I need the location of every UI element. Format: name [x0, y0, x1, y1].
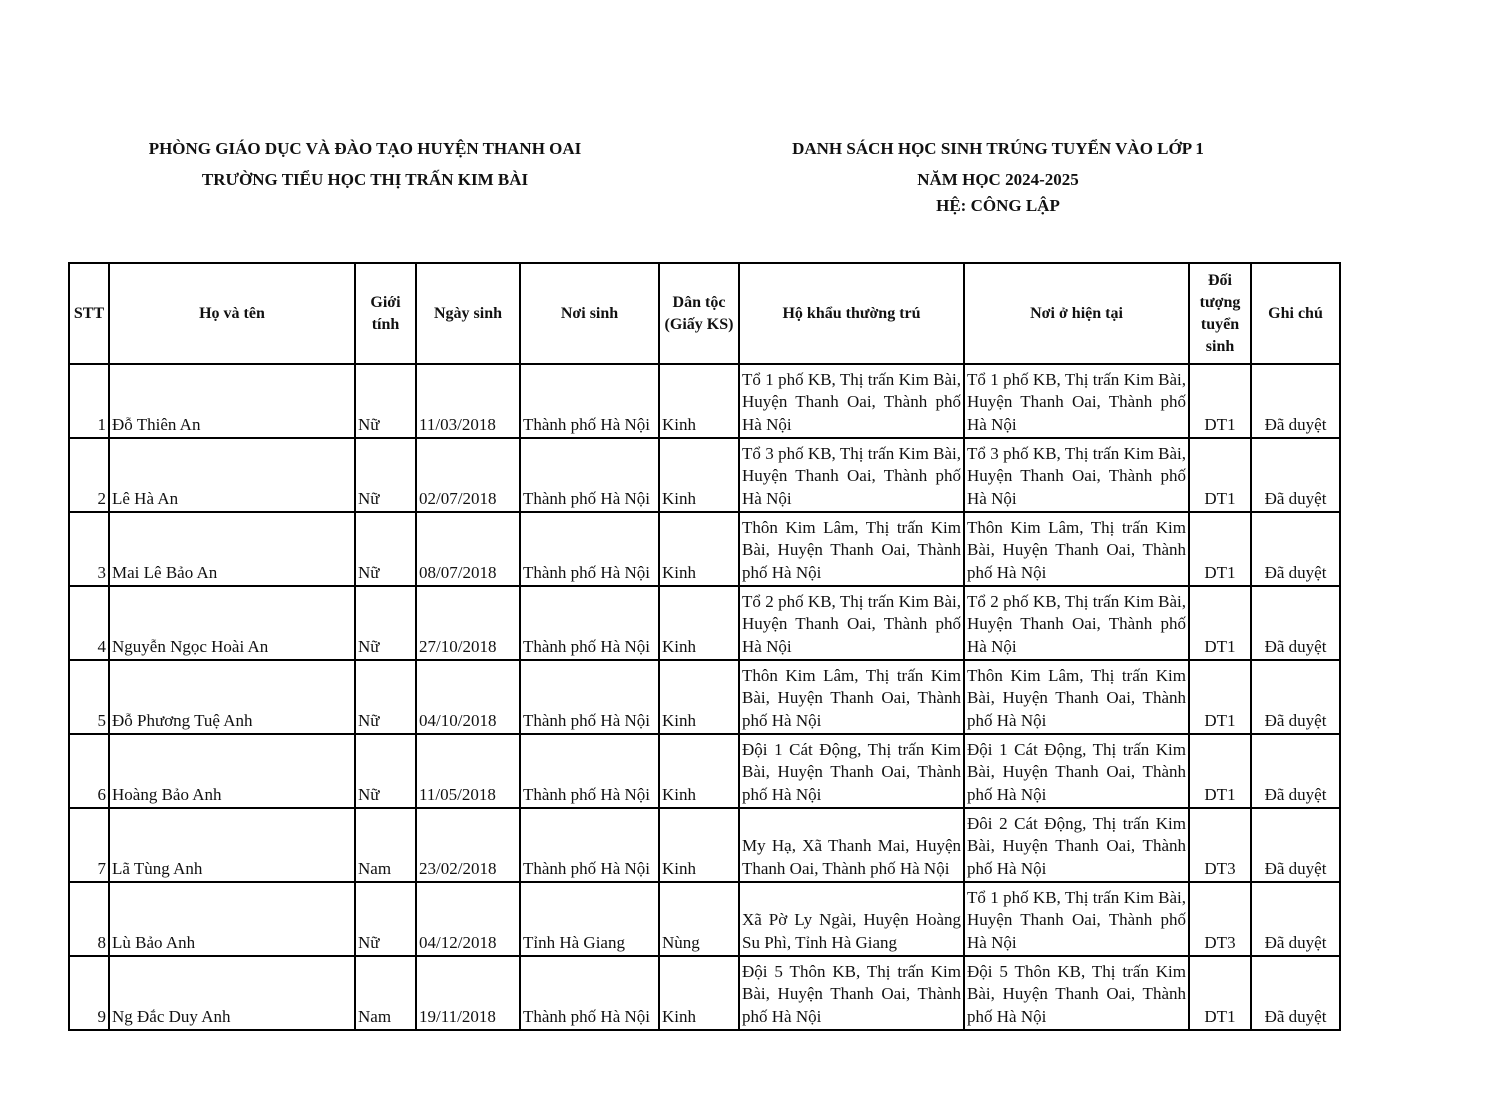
- cell-stt: 3: [69, 512, 109, 586]
- cell-gender: Nữ: [355, 882, 416, 956]
- cell-admission-category: DT1: [1189, 512, 1251, 586]
- cell-notes: Đã duyệt: [1251, 660, 1340, 734]
- cell-admission-category: DT1: [1189, 734, 1251, 808]
- cell-birthplace: Thành phố Hà Nội: [520, 364, 659, 438]
- table-body: [69, 364, 1340, 1030]
- cell-notes: Đã duyệt: [1251, 882, 1340, 956]
- cell-birthplace: Thành phố Hà Nội: [520, 586, 659, 660]
- cell-birthplace: Thành phố Hà Nội: [520, 660, 659, 734]
- table-row: [69, 438, 1340, 512]
- cell-notes: Đã duyệt: [1251, 438, 1340, 512]
- cell-current-address: Tổ 3 phố KB, Thị trấn Kim Bài, Huyện Thanh Oai, Thành phố Hà Nội: [964, 438, 1189, 512]
- cell-gender: Nam: [355, 808, 416, 882]
- cell-current-address: Tổ 2 phố KB, Thị trấn Kim Bài, Huyện Thanh Oai, Thành phố Hà Nội: [964, 586, 1189, 660]
- cell-name: Lã Tùng Anh: [109, 808, 355, 882]
- cell-birthdate: 02/07/2018: [416, 438, 520, 512]
- cell-birthplace: Thành phố Hà Nội: [520, 438, 659, 512]
- col-header-gender: Giới tính: [355, 263, 416, 364]
- cell-birthdate: 11/03/2018: [416, 364, 520, 438]
- cell-notes: Đã duyệt: [1251, 364, 1340, 438]
- cell-name: Nguyễn Ngọc Hoài An: [109, 586, 355, 660]
- cell-stt: 9: [69, 956, 109, 1030]
- cell-gender: Nữ: [355, 364, 416, 438]
- cell-birthdate: 08/07/2018: [416, 512, 520, 586]
- cell-birthplace: Thành phố Hà Nội: [520, 734, 659, 808]
- cell-current-address: Đội 5 Thôn KB, Thị trấn Kim Bài, Huyện Thanh Oai, Thành phố Hà Nội: [964, 956, 1189, 1030]
- col-header-registered-address: Hộ khẩu thường trú: [739, 263, 964, 364]
- cell-gender: Nam: [355, 956, 416, 1030]
- col-header-ethnicity: Dân tộc (Giấy KS): [659, 263, 739, 364]
- cell-notes: Đã duyệt: [1251, 586, 1340, 660]
- cell-ethnicity: Kinh: [659, 364, 739, 438]
- cell-gender: Nữ: [355, 438, 416, 512]
- cell-birthdate: 23/02/2018: [416, 808, 520, 882]
- cell-stt: 8: [69, 882, 109, 956]
- cell-ethnicity: Kinh: [659, 660, 739, 734]
- cell-birthplace: Thành phố Hà Nội: [520, 956, 659, 1030]
- cell-stt: 7: [69, 808, 109, 882]
- cell-birthplace: Thành phố Hà Nội: [520, 512, 659, 586]
- cell-admission-category: DT1: [1189, 586, 1251, 660]
- cell-stt: 6: [69, 734, 109, 808]
- cell-stt: 1: [69, 364, 109, 438]
- cell-admission-category: DT1: [1189, 364, 1251, 438]
- cell-current-address: Thôn Kim Lâm, Thị trấn Kim Bài, Huyện Thanh Oai, Thành phố Hà Nội: [964, 512, 1189, 586]
- col-header-birthplace: Nơi sinh: [520, 263, 659, 364]
- cell-current-address: Tổ 1 phố KB, Thị trấn Kim Bài, Huyện Thanh Oai, Thành phố Hà Nội: [964, 364, 1189, 438]
- col-header-notes: Ghi chú: [1251, 263, 1340, 364]
- cell-notes: Đã duyệt: [1251, 808, 1340, 882]
- cell-notes: Đã duyệt: [1251, 512, 1340, 586]
- cell-registered-address: My Hạ, Xã Thanh Mai, Huyện Thanh Oai, Thành phố Hà Nội: [739, 808, 964, 882]
- cell-name: Ng Đắc Duy Anh: [109, 956, 355, 1030]
- cell-name: Hoàng Bảo Anh: [109, 734, 355, 808]
- cell-ethnicity: Kinh: [659, 438, 739, 512]
- table-row: [69, 364, 1340, 438]
- school-year: NĂM HỌC 2024-2025: [917, 170, 1079, 189]
- col-header-stt: STT: [69, 263, 109, 364]
- document-title: DANH SÁCH HỌC SINH TRÚNG TUYỂN VÀO LỚP 1: [792, 139, 1204, 158]
- col-header-admission-category: Đối tượng tuyển sinh: [1189, 263, 1251, 364]
- cell-admission-category: DT1: [1189, 660, 1251, 734]
- school-name: TRƯỜNG TIỂU HỌC THỊ TRẤN KIM BÀI: [201, 170, 529, 189]
- cell-registered-address: Thôn Kim Lâm, Thị trấn Kim Bài, Huyện Thanh Oai, Thành phố Hà Nội: [739, 660, 964, 734]
- cell-ethnicity: Kinh: [659, 512, 739, 586]
- cell-registered-address: Tổ 2 phố KB, Thị trấn Kim Bài, Huyện Thanh Oai, Thành phố Hà Nội: [739, 586, 964, 660]
- cell-gender: Nữ: [355, 586, 416, 660]
- cell-name: Đỗ Phương Tuệ Anh: [109, 660, 355, 734]
- cell-ethnicity: Kinh: [659, 586, 739, 660]
- cell-registered-address: Đội 1 Cát Động, Thị trấn Kim Bài, Huyện Thanh Oai, Thành phố Hà Nội: [739, 734, 964, 808]
- cell-birthplace: Tỉnh Hà Giang: [520, 882, 659, 956]
- department-name: PHÒNG GIÁO DỤC VÀ ĐÀO TẠO HUYỆN THANH OAI: [148, 139, 582, 158]
- cell-birthplace: Thành phố Hà Nội: [520, 808, 659, 882]
- cell-birthdate: 19/11/2018: [416, 956, 520, 1030]
- cell-birthdate: 27/10/2018: [416, 586, 520, 660]
- table-row: [69, 808, 1340, 882]
- table-row: [69, 660, 1340, 734]
- cell-birthdate: 04/10/2018: [416, 660, 520, 734]
- cell-stt: 4: [69, 586, 109, 660]
- cell-registered-address: Đội 5 Thôn KB, Thị trấn Kim Bài, Huyện Thanh Oai, Thành phố Hà Nội: [739, 956, 964, 1030]
- enrollment-system: HỆ: CÔNG LẬP: [936, 196, 1060, 215]
- cell-birthdate: 11/05/2018: [416, 734, 520, 808]
- table-row: [69, 586, 1340, 660]
- table-row: [69, 512, 1340, 586]
- cell-registered-address: Tổ 3 phố KB, Thị trấn Kim Bài, Huyện Thanh Oai, Thành phố Hà Nội: [739, 438, 964, 512]
- cell-name: Lê Hà An: [109, 438, 355, 512]
- cell-name: Đỗ Thiên An: [109, 364, 355, 438]
- cell-current-address: Đôi 2 Cát Động, Thị trấn Kim Bài, Huyện Thanh Oai, Thành phố Hà Nội: [964, 808, 1189, 882]
- cell-ethnicity: Kinh: [659, 734, 739, 808]
- cell-birthdate: 04/12/2018: [416, 882, 520, 956]
- cell-ethnicity: Kinh: [659, 956, 739, 1030]
- col-header-current-address: Nơi ở hiện tại: [964, 263, 1189, 364]
- cell-notes: Đã duyệt: [1251, 956, 1340, 1030]
- col-header-birthdate: Ngày sinh: [416, 263, 520, 364]
- cell-ethnicity: Nùng: [659, 882, 739, 956]
- document-title-block: [770, 133, 1226, 217]
- cell-name: Lù Bảo Anh: [109, 882, 355, 956]
- cell-current-address: Tổ 1 phố KB, Thị trấn Kim Bài, Huyện Thanh Oai, Thành phố Hà Nội: [964, 882, 1189, 956]
- table-row: [69, 882, 1340, 956]
- student-roster-table: [68, 262, 1341, 1031]
- cell-gender: Nữ: [355, 660, 416, 734]
- cell-admission-category: DT1: [1189, 956, 1251, 1030]
- table-header-row: [69, 263, 1340, 364]
- cell-registered-address: Thôn Kim Lâm, Thị trấn Kim Bài, Huyện Thanh Oai, Thành phố Hà Nội: [739, 512, 964, 586]
- cell-current-address: Đội 1 Cát Động, Thị trấn Kim Bài, Huyện Thanh Oai, Thành phố Hà Nội: [964, 734, 1189, 808]
- col-header-name: Họ và tên: [109, 263, 355, 364]
- cell-registered-address: Xã Pờ Ly Ngài, Huyện Hoàng Su Phì, Tỉnh Hà Giang: [739, 882, 964, 956]
- cell-stt: 2: [69, 438, 109, 512]
- cell-name: Mai Lê Bảo An: [109, 512, 355, 586]
- cell-gender: Nữ: [355, 512, 416, 586]
- cell-ethnicity: Kinh: [659, 808, 739, 882]
- table-row: [69, 734, 1340, 808]
- cell-admission-category: DT3: [1189, 882, 1251, 956]
- cell-gender: Nữ: [355, 734, 416, 808]
- cell-stt: 5: [69, 660, 109, 734]
- table-row: [69, 956, 1340, 1030]
- cell-notes: Đã duyệt: [1251, 734, 1340, 808]
- cell-current-address: Thôn Kim Lâm, Thị trấn Kim Bài, Huyện Thanh Oai, Thành phố Hà Nội: [964, 660, 1189, 734]
- school-header: [140, 133, 590, 195]
- cell-admission-category: DT1: [1189, 438, 1251, 512]
- cell-registered-address: Tổ 1 phố KB, Thị trấn Kim Bài, Huyện Thanh Oai, Thành phố Hà Nội: [739, 364, 964, 438]
- cell-admission-category: DT3: [1189, 808, 1251, 882]
